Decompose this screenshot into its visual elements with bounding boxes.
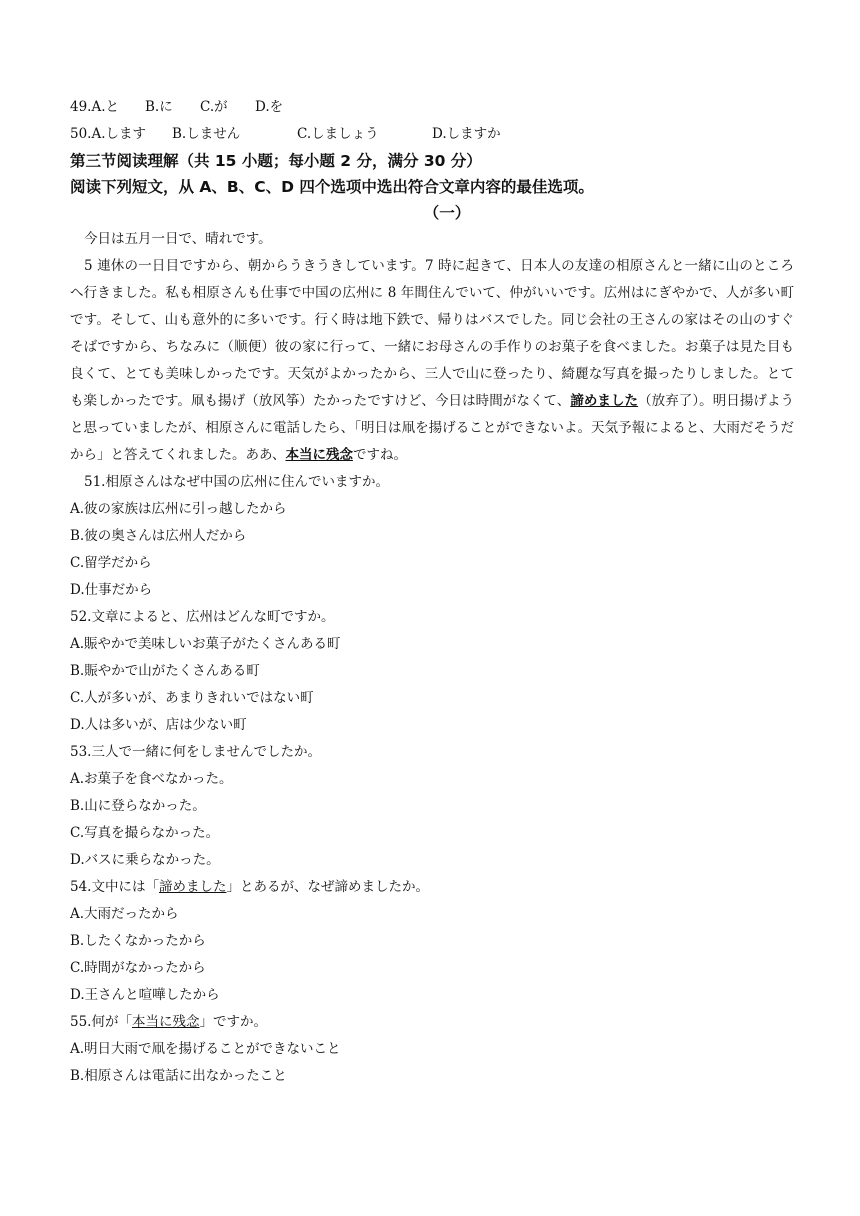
question-53-option-c: C.写真を撮らなかった。 [70,825,220,841]
question-54-option-b: B.したくなかったから [70,933,206,949]
question-52-option-d: D.人は多いが、店は少ない町 [70,717,247,733]
question-51-option-a: A.彼の家族は広州に引っ越したから [70,501,287,517]
question-49-options [70,94,794,121]
option-49-d: D.を [255,99,284,115]
question-55-stem [70,1009,794,1036]
question-53-option-b: B.山に登らなかった。 [70,798,206,814]
option-50-a: 50.A.します [70,126,147,142]
question-51-option-b: B.彼の奥さんは広州人だから [70,528,247,544]
question-51-stem: 51.相原さんはなぜ中国の広州に住んでいますか。 [84,474,389,490]
question-52-option-c: C.人が多いが、あまりきれいではない町 [70,690,314,706]
question-52-stem: 52.文章によると、広州はどんな町ですか。 [70,609,335,625]
question-54-stem-post: 」とあるが、なぜ諦めましたか。 [226,879,429,895]
option-50-b: B.しません [172,126,241,142]
question-51-option-d: D.仕事だから [70,582,153,598]
question-54-quoted-term: 諦めました [158,879,227,895]
passage-highlight-akiramemashita: 諦めました [570,393,639,409]
question-55-stem-post: 」ですか。 [199,1014,267,1030]
question-53-option-a: A.お菓子を食べなかった。 [70,771,233,787]
passage-p2-text-1: 5 連休の一日目ですから、朝からうきうきしています。7 時に起きて、日本人の友達の相原さんと一緒に山のところへ行きました。私も相原さんも仕事で中国の広州に 8 年間住んでいて、仲がいいです。広州はにぎやかで、人が多い町です。そして、山も意外的に多いです。行く時は地下鉄で、帰りはバスでした。同じ会社の王さんの家はその山のすぐそばですから、ちなみに（顺便）彼の家に行って、一緒にお母さんの手作りのお菓子を食べました。お菓子は見た目も良くて、とても美味しかったです。天気がよかったから、三人で山に登ったり、綺麗な写真を撮ったりしました。とても楽しかったです。凧も揚げ（放风筝）たかったですけど、今日は時間がなくて、 [70,258,794,409]
section-heading: 第三节阅读理解（共 15 小题；每小题 2 分，满分 30 分） [70,152,482,170]
question-50-options [70,121,794,148]
question-55-quoted-term: 本当に残念 [131,1014,200,1030]
question-54-stem-pre: 54.文中には「 [70,879,159,895]
question-52-option-a: A.賑やかで美味しいお菓子がたくさんある町 [70,636,341,652]
question-53-stem: 53.三人で一緒に何をしませんでしたか。 [70,744,321,760]
section-instruction: 阅读下列短文，从 A、B、C、D 四个选项中选出符合文章内容的最佳选项。 [70,178,594,196]
question-55-stem-pre: 55.何が「 [70,1014,132,1030]
exam-page [70,94,794,1090]
passage-p2-text-3: ですね。 [352,447,407,463]
question-55-option-a: A.明日大雨で凧を揚げることができないこと [70,1041,341,1057]
passage-p1-text: 今日は五月一日で、晴れです。 [84,231,272,247]
passage-paragraph-2 [70,253,794,469]
question-54-option-c: C.時間がなかったから [70,960,206,976]
question-52-option-b: B.賑やかで山がたくさんある町 [70,663,260,679]
question-54-option-a: A.大雨だったから [70,906,179,922]
passage-paragraph-1 [70,226,794,253]
option-49-b: B.に [145,99,173,115]
passage-title: （一） [423,204,471,222]
question-55-option-b: B.相原さんは電話に出なかったこと [70,1068,287,1084]
question-51-option-c: C.留学だから [70,555,152,571]
passage-highlight-hontouni-zannen: 本当に残念 [285,447,353,463]
option-49-a: 49.A.と [70,99,120,115]
question-54-stem [70,874,794,901]
question-53-option-d: D.バスに乗らなかった。 [70,852,220,868]
option-49-c: C.が [200,99,228,115]
option-50-c: C.しましょう [297,126,379,142]
option-50-d: D.しますか [432,126,501,142]
passage-p2-text-2: （放弃了）。明日揚げようと思っていましたが、相原さんに電話したら、「明日は凧を揚げることができないよ。天気予報によると、大雨だそうだから」と答えてくれました。ああ、 [70,393,795,463]
question-54-option-d: D.王さんと喧嘩したから [70,987,220,1003]
